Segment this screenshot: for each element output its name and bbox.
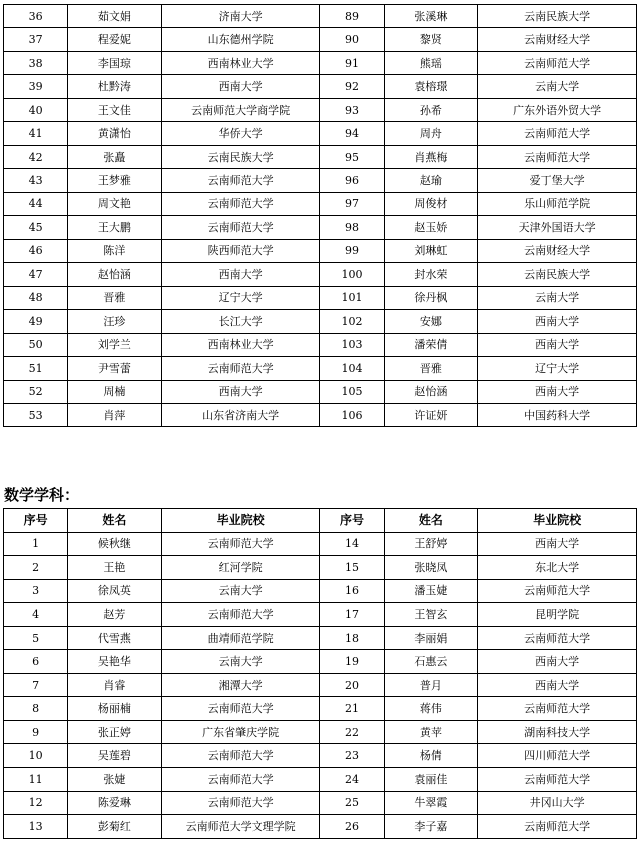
school-name: 曲靖师范学院 xyxy=(161,626,320,650)
table-row xyxy=(4,75,637,98)
table-row xyxy=(4,815,637,839)
person-name: 陈洋 xyxy=(68,239,162,262)
row-number: 49 xyxy=(4,310,68,333)
table-row xyxy=(4,768,637,792)
row-number: 39 xyxy=(4,75,68,98)
row-number: 7 xyxy=(4,673,68,697)
person-name: 潘玉婕 xyxy=(384,579,478,603)
row-number: 13 xyxy=(4,815,68,839)
table-row xyxy=(4,403,637,426)
candidates-table-continued xyxy=(3,4,637,427)
table-row xyxy=(4,556,637,580)
table-row xyxy=(4,720,637,744)
row-number: 24 xyxy=(320,768,384,792)
person-name: 安娜 xyxy=(384,310,478,333)
school-name: 云南民族大学 xyxy=(161,145,320,168)
person-name: 周楠 xyxy=(68,380,162,403)
row-number: 97 xyxy=(320,192,384,215)
person-name: 王文佳 xyxy=(68,98,162,121)
school-name: 西南林业大学 xyxy=(161,51,320,74)
person-name: 赵瑜 xyxy=(384,169,478,192)
table-row xyxy=(4,650,637,674)
person-name: 周文艳 xyxy=(68,192,162,215)
school-name: 爱丁堡大学 xyxy=(478,169,637,192)
row-number: 17 xyxy=(320,603,384,627)
row-number: 36 xyxy=(4,5,68,28)
table-row xyxy=(4,380,637,403)
school-name: 云南师范大学 xyxy=(478,815,637,839)
school-name: 西南大学 xyxy=(478,380,637,403)
section-title: 数学学科： xyxy=(4,486,80,504)
row-number: 8 xyxy=(4,697,68,721)
table-row xyxy=(4,263,637,286)
math-table-body xyxy=(4,532,637,838)
row-number: 3 xyxy=(4,579,68,603)
person-name: 牛翠霞 xyxy=(384,791,478,815)
row-number: 40 xyxy=(4,98,68,121)
person-name: 陈爱琳 xyxy=(68,791,162,815)
table-row xyxy=(4,169,637,192)
table-row xyxy=(4,51,637,74)
row-number: 94 xyxy=(320,122,384,145)
school-name: 云南师范大学 xyxy=(161,192,320,215)
person-name: 熊瑶 xyxy=(384,51,478,74)
person-name: 孙希 xyxy=(384,98,478,121)
row-number: 99 xyxy=(320,239,384,262)
person-name: 潘荣倩 xyxy=(384,333,478,356)
person-name: 杨倩 xyxy=(384,744,478,768)
row-number: 4 xyxy=(4,603,68,627)
school-name: 井冈山大学 xyxy=(478,791,637,815)
school-name: 云南师范大学 xyxy=(161,357,320,380)
header-row xyxy=(4,509,637,533)
person-name: 王舒婷 xyxy=(384,532,478,556)
row-number: 45 xyxy=(4,216,68,239)
table-row xyxy=(4,28,637,51)
row-number: 9 xyxy=(4,720,68,744)
school-name: 四川师范大学 xyxy=(478,744,637,768)
school-name: 西南大学 xyxy=(161,263,320,286)
school-name: 昆明学院 xyxy=(478,603,637,627)
row-number: 14 xyxy=(320,532,384,556)
school-name: 西南大学 xyxy=(478,310,637,333)
row-number: 21 xyxy=(320,697,384,721)
person-name: 周俊材 xyxy=(384,192,478,215)
row-number: 18 xyxy=(320,626,384,650)
person-name: 张矗 xyxy=(68,145,162,168)
row-number: 103 xyxy=(320,333,384,356)
school-name: 云南财经大学 xyxy=(478,28,637,51)
person-name: 许证妍 xyxy=(384,403,478,426)
row-number: 16 xyxy=(320,579,384,603)
row-number: 26 xyxy=(320,815,384,839)
school-name: 云南师范大学 xyxy=(478,768,637,792)
school-name: 西南大学 xyxy=(478,333,637,356)
person-name: 黎贤 xyxy=(384,28,478,51)
school-name: 云南师范大学 xyxy=(161,744,320,768)
school-name: 天津外国语大学 xyxy=(478,216,637,239)
table-row xyxy=(4,216,637,239)
row-number: 38 xyxy=(4,51,68,74)
row-number: 12 xyxy=(4,791,68,815)
person-name: 肖燕梅 xyxy=(384,145,478,168)
row-number: 98 xyxy=(320,216,384,239)
school-name: 云南财经大学 xyxy=(478,239,637,262)
row-number: 43 xyxy=(4,169,68,192)
person-name: 赵玉娇 xyxy=(384,216,478,239)
person-name: 周舟 xyxy=(384,122,478,145)
school-name: 云南师范大学 xyxy=(161,791,320,815)
table-row xyxy=(4,98,637,121)
school-name: 云南师范大学 xyxy=(161,603,320,627)
row-number: 46 xyxy=(4,239,68,262)
table-row xyxy=(4,697,637,721)
school-name: 云南师范大学 xyxy=(161,216,320,239)
school-name: 西南大学 xyxy=(161,75,320,98)
row-number: 53 xyxy=(4,403,68,426)
row-number: 42 xyxy=(4,145,68,168)
school-name: 华侨大学 xyxy=(161,122,320,145)
school-name: 乐山师范学院 xyxy=(478,192,637,215)
school-name: 红河学院 xyxy=(161,556,320,580)
school-name: 东北大学 xyxy=(478,556,637,580)
header-school: 毕业院校 xyxy=(161,509,320,533)
person-name: 封水荣 xyxy=(384,263,478,286)
school-name: 西南大学 xyxy=(161,380,320,403)
table-row xyxy=(4,791,637,815)
person-name: 王智玄 xyxy=(384,603,478,627)
person-name: 黄潇怡 xyxy=(68,122,162,145)
school-name: 山东德州学院 xyxy=(161,28,320,51)
person-name: 蒋伟 xyxy=(384,697,478,721)
row-number: 41 xyxy=(4,122,68,145)
row-number: 89 xyxy=(320,5,384,28)
school-name: 云南师范大学 xyxy=(478,697,637,721)
school-name: 云南师范大学商学院 xyxy=(161,98,320,121)
person-name: 赵怡涵 xyxy=(68,263,162,286)
school-name: 云南师范大学 xyxy=(161,697,320,721)
row-number: 101 xyxy=(320,286,384,309)
school-name: 云南民族大学 xyxy=(478,263,637,286)
row-number: 96 xyxy=(320,169,384,192)
row-number: 44 xyxy=(4,192,68,215)
row-number: 48 xyxy=(4,286,68,309)
school-name: 辽宁大学 xyxy=(161,286,320,309)
school-name: 云南大学 xyxy=(161,650,320,674)
school-name: 云南师范大学 xyxy=(478,51,637,74)
school-name: 中国药科大学 xyxy=(478,403,637,426)
person-name: 李子嘉 xyxy=(384,815,478,839)
row-number: 52 xyxy=(4,380,68,403)
row-number: 19 xyxy=(320,650,384,674)
row-number: 10 xyxy=(4,744,68,768)
school-name: 西南林业大学 xyxy=(161,333,320,356)
school-name: 广东省肇庆学院 xyxy=(161,720,320,744)
person-name: 张晓凤 xyxy=(384,556,478,580)
person-name: 袁丽佳 xyxy=(384,768,478,792)
person-name: 晋雅 xyxy=(68,286,162,309)
school-name: 西南大学 xyxy=(478,650,637,674)
person-name: 肖萍 xyxy=(68,403,162,426)
header-name: 姓名 xyxy=(384,509,478,533)
person-name: 王艳 xyxy=(68,556,162,580)
school-name: 云南大学 xyxy=(478,286,637,309)
school-name: 西南大学 xyxy=(478,673,637,697)
person-name: 李国琼 xyxy=(68,51,162,74)
school-name: 西南大学 xyxy=(478,532,637,556)
table-row xyxy=(4,673,637,697)
row-number: 6 xyxy=(4,650,68,674)
person-name: 杜黔涛 xyxy=(68,75,162,98)
row-number: 37 xyxy=(4,28,68,51)
row-number: 20 xyxy=(320,673,384,697)
table-row xyxy=(4,579,637,603)
person-name: 王梦雅 xyxy=(68,169,162,192)
school-name: 云南师范大学 xyxy=(478,626,637,650)
school-name: 云南民族大学 xyxy=(478,5,637,28)
school-name: 辽宁大学 xyxy=(478,357,637,380)
table-row xyxy=(4,5,637,28)
row-number: 92 xyxy=(320,75,384,98)
person-name: 徐丹枫 xyxy=(384,286,478,309)
row-number: 104 xyxy=(320,357,384,380)
table-row xyxy=(4,122,637,145)
school-name: 云南师范大学 xyxy=(478,145,637,168)
school-name: 长江大学 xyxy=(161,310,320,333)
school-name: 济南大学 xyxy=(161,5,320,28)
person-name: 吴艳华 xyxy=(68,650,162,674)
table-row xyxy=(4,145,637,168)
school-name: 云南师范大学 xyxy=(161,532,320,556)
school-name: 云南师范大学 xyxy=(161,768,320,792)
person-name: 刘学兰 xyxy=(68,333,162,356)
school-name: 云南师范大学 xyxy=(478,579,637,603)
table-row xyxy=(4,626,637,650)
row-number: 22 xyxy=(320,720,384,744)
row-number: 95 xyxy=(320,145,384,168)
school-name: 云南师范大学文理学院 xyxy=(161,815,320,839)
row-number: 2 xyxy=(4,556,68,580)
person-name: 袁榕璟 xyxy=(384,75,478,98)
person-name: 茹文娟 xyxy=(68,5,162,28)
person-name: 黄苹 xyxy=(384,720,478,744)
row-number: 90 xyxy=(320,28,384,51)
school-name: 云南师范大学 xyxy=(478,122,637,145)
person-name: 普月 xyxy=(384,673,478,697)
person-name: 刘琳虹 xyxy=(384,239,478,262)
person-name: 彭菊红 xyxy=(68,815,162,839)
person-name: 赵怡涵 xyxy=(384,380,478,403)
person-name: 徐凤英 xyxy=(68,579,162,603)
person-name: 候秋继 xyxy=(68,532,162,556)
row-number: 91 xyxy=(320,51,384,74)
person-name: 尹雪蕾 xyxy=(68,357,162,380)
person-name: 肖睿 xyxy=(68,673,162,697)
table-row xyxy=(4,744,637,768)
row-number: 50 xyxy=(4,333,68,356)
school-name: 湘潭大学 xyxy=(161,673,320,697)
person-name: 张婕 xyxy=(68,768,162,792)
table-row xyxy=(4,333,637,356)
school-name: 云南师范大学 xyxy=(161,169,320,192)
header-number: 序号 xyxy=(320,509,384,533)
row-number: 15 xyxy=(320,556,384,580)
person-name: 晋雅 xyxy=(384,357,478,380)
person-name: 吴莲碧 xyxy=(68,744,162,768)
row-number: 11 xyxy=(4,768,68,792)
school-name: 陕西师范大学 xyxy=(161,239,320,262)
row-number: 100 xyxy=(320,263,384,286)
person-name: 张溪琳 xyxy=(384,5,478,28)
header-number: 序号 xyxy=(4,509,68,533)
person-name: 王大鹏 xyxy=(68,216,162,239)
header-name: 姓名 xyxy=(68,509,162,533)
row-number: 23 xyxy=(320,744,384,768)
school-name: 湖南科技大学 xyxy=(478,720,637,744)
math-subject-table xyxy=(3,508,637,839)
header-school: 毕业院校 xyxy=(478,509,637,533)
person-name: 李丽娟 xyxy=(384,626,478,650)
school-name: 云南大学 xyxy=(478,75,637,98)
candidates-table-body xyxy=(4,5,637,427)
person-name: 代雪燕 xyxy=(68,626,162,650)
row-number: 5 xyxy=(4,626,68,650)
row-number: 105 xyxy=(320,380,384,403)
school-name: 山东省济南大学 xyxy=(161,403,320,426)
school-name: 云南大学 xyxy=(161,579,320,603)
row-number: 47 xyxy=(4,263,68,286)
table-row xyxy=(4,286,637,309)
person-name: 赵芳 xyxy=(68,603,162,627)
row-number: 1 xyxy=(4,532,68,556)
person-name: 汪珍 xyxy=(68,310,162,333)
row-number: 51 xyxy=(4,357,68,380)
table-row xyxy=(4,603,637,627)
table-row xyxy=(4,532,637,556)
person-name: 杨丽楠 xyxy=(68,697,162,721)
row-number: 106 xyxy=(320,403,384,426)
table-row xyxy=(4,357,637,380)
table-row xyxy=(4,192,637,215)
row-number: 25 xyxy=(320,791,384,815)
school-name: 广东外语外贸大学 xyxy=(478,98,637,121)
table-row xyxy=(4,239,637,262)
row-number: 102 xyxy=(320,310,384,333)
person-name: 程爱妮 xyxy=(68,28,162,51)
person-name: 张正婷 xyxy=(68,720,162,744)
person-name: 石惠云 xyxy=(384,650,478,674)
row-number: 93 xyxy=(320,98,384,121)
table-row xyxy=(4,310,637,333)
